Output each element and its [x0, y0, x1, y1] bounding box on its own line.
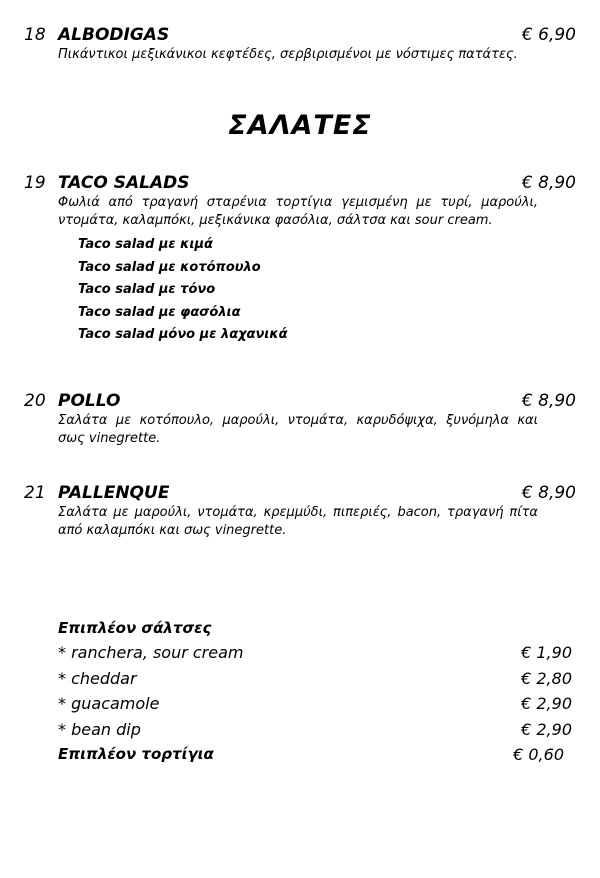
item-number: 19	[24, 173, 46, 193]
extras-title: Επιπλέον σάλτσες	[58, 619, 212, 637]
extra-sauce-row	[58, 666, 572, 692]
item-number: 21	[24, 483, 46, 503]
extra-label: Επιπλέον τορτίγια	[58, 745, 214, 763]
extra-label: * ranchera, sour cream	[58, 643, 244, 662]
item-description: Σαλάτα με κοτόπουλο, μαρούλι, ντομάτα, καρυδόψιχα, ξυνόμηλα και σως vinegrette.	[58, 413, 538, 446]
extras-section	[58, 616, 572, 767]
extra-label: * bean dip	[58, 719, 141, 739]
variant-item: Taco salad με τόνο	[78, 282, 216, 297]
menu-item-taco-salads	[24, 172, 576, 347]
menu-item-pallenque	[24, 482, 576, 540]
extra-sauce-row	[58, 691, 572, 717]
item-price: € 8,90	[521, 391, 576, 411]
extra-sauce-row	[58, 717, 572, 743]
menu-item-albodigas	[24, 24, 576, 64]
menu-item-header	[24, 172, 576, 194]
extra-sauce-row	[58, 640, 572, 666]
variant-list	[78, 234, 576, 347]
item-price: € 8,90	[521, 483, 576, 503]
menu-item-header	[24, 482, 576, 504]
extra-label: * guacamole	[58, 694, 160, 713]
variant-item: Taco salad με κιμά	[78, 237, 213, 252]
item-number: 20	[24, 391, 46, 411]
variant-item: Taco salad με φασόλια	[78, 304, 241, 320]
item-name: POLLO	[58, 391, 121, 411]
menu-item-header	[24, 390, 576, 412]
item-name: TACO SALADS	[58, 173, 190, 193]
item-number: 18	[24, 25, 46, 45]
extra-price: € 1,90	[521, 643, 572, 662]
menu-item-header	[24, 24, 576, 46]
extra-label: * cheddar	[58, 668, 137, 688]
item-description: Φωλιά από τραγανή σταρένια τορτίγια γεμισμένη με τυρί, μαρούλι, ντομάτα, καλαμπόκι, μεξικάνικα φασόλια, σάλτσα και sour cream.	[58, 195, 538, 228]
item-name: ALBODIGAS	[58, 25, 170, 45]
item-price: € 6,90	[521, 25, 576, 45]
menu-item-pollo	[24, 390, 576, 448]
variant-item: Taco salad με κοτόπουλο	[78, 259, 261, 275]
extra-tortilla-row	[58, 742, 572, 767]
extra-price: € 0,60	[513, 745, 564, 764]
item-price: € 8,90	[521, 173, 576, 193]
item-name: PALLENQUE	[58, 483, 170, 503]
extra-price: € 2,90	[521, 719, 572, 739]
extra-price: € 2,90	[521, 694, 572, 713]
variant-item: Taco salad μόνο με λαχανικά	[78, 327, 288, 342]
item-description: Πικάντικοι μεξικάνικοι κεφτέδες, σερβιρισμένοι με νόστιμες πατάτες.	[58, 47, 518, 62]
item-description: Σαλάτα με μαρούλι, ντομάτα, κρεμμύδι, πιπεριές, bacon, τραγανή πίτα από καλαμπόκι και σως vinegrette.	[58, 505, 538, 538]
section-title: ΣΑΛΑΤΕΣ	[228, 110, 372, 141]
extra-price: € 2,80	[521, 668, 572, 688]
